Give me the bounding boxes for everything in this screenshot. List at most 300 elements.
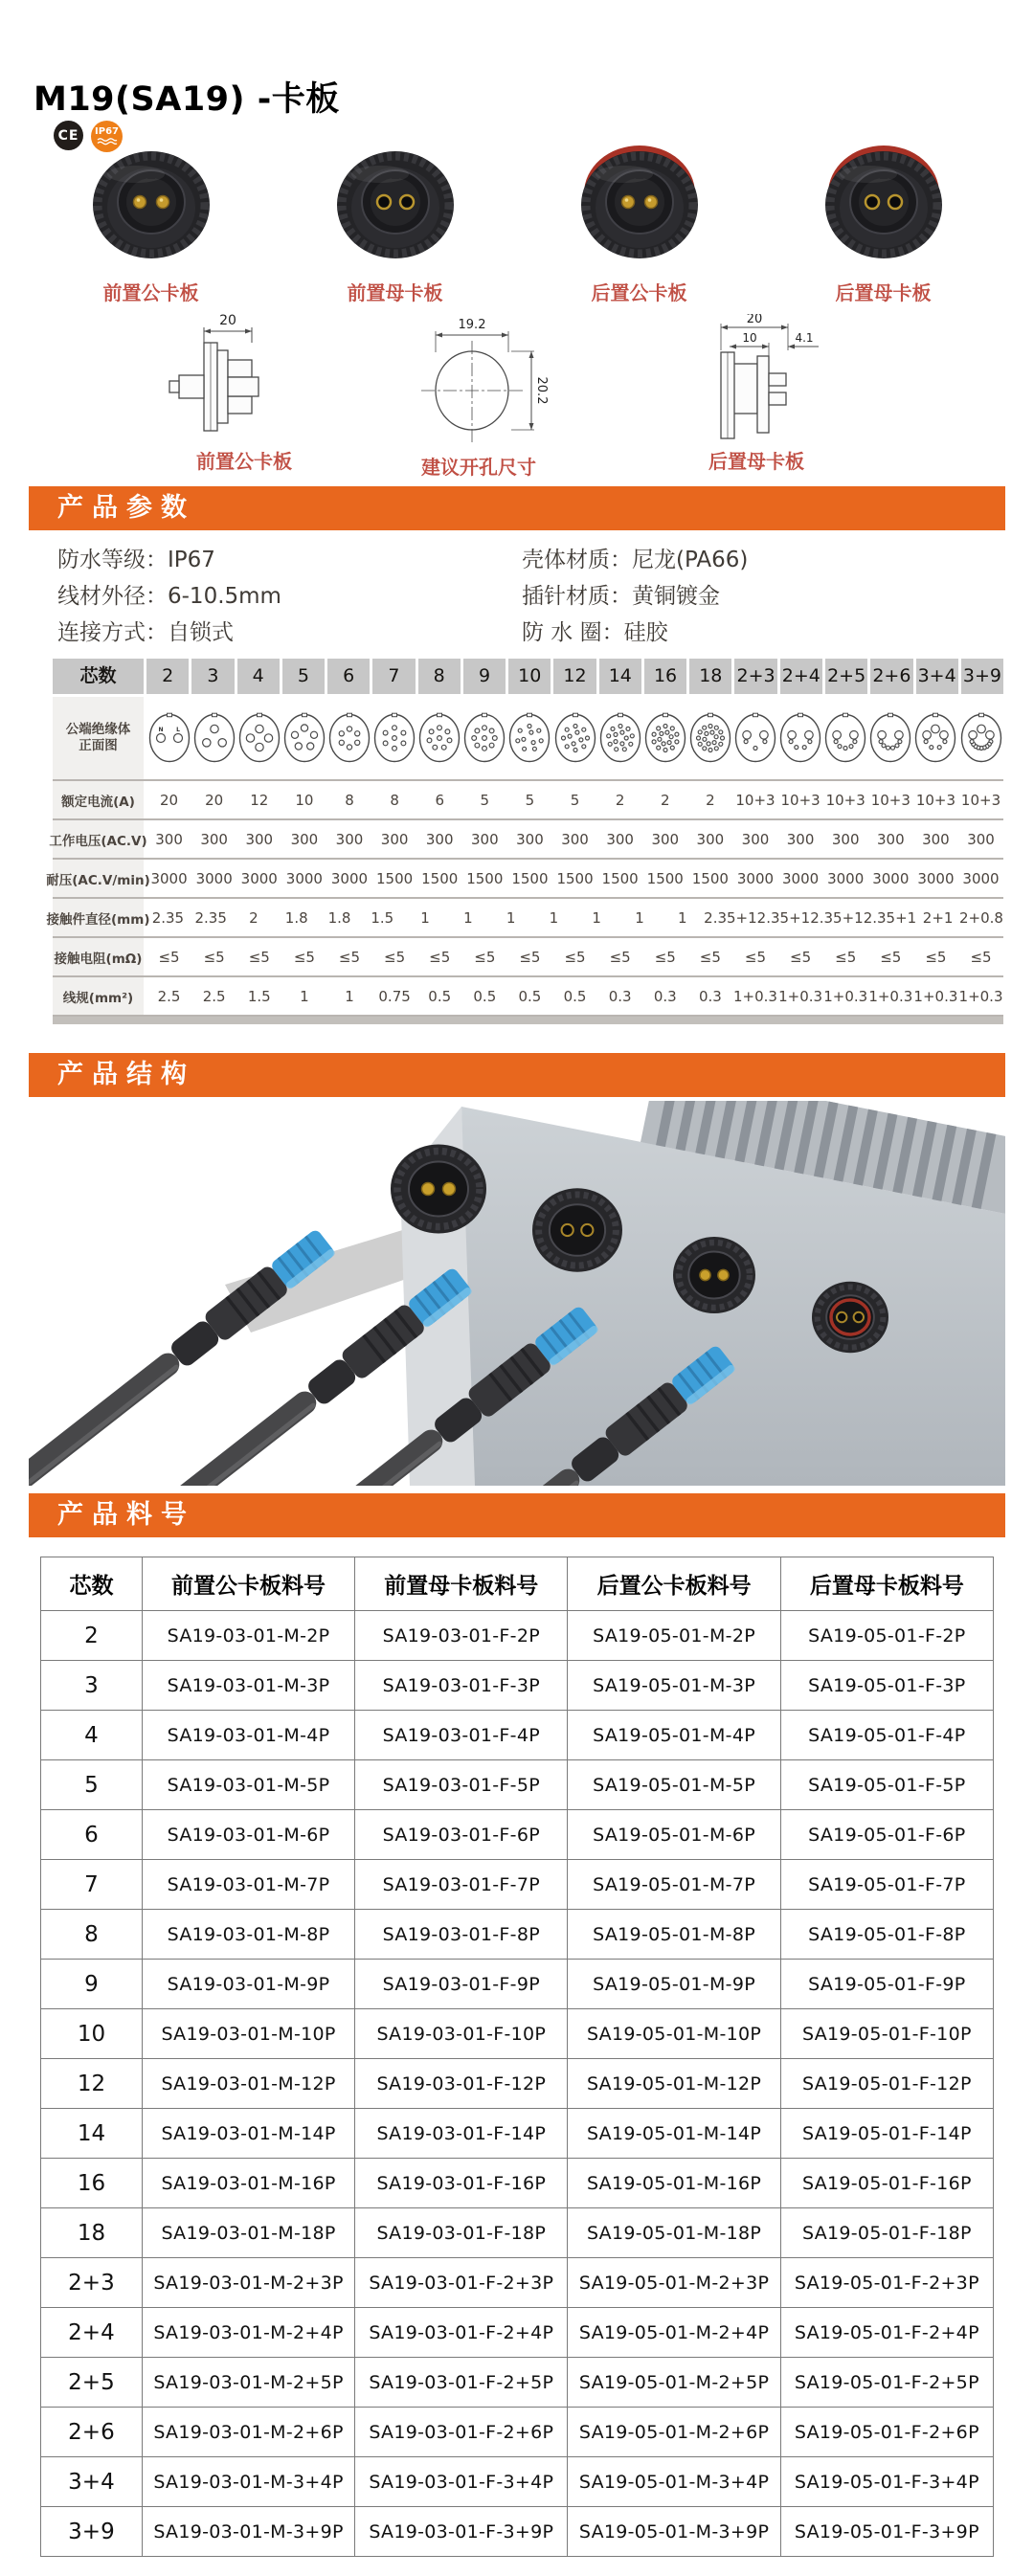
drawing-cell xyxy=(110,314,378,474)
part-number-cell: SA19-05-01-F-9P xyxy=(780,1960,993,2009)
spec-cell: 1 xyxy=(677,908,687,927)
spec-cell: 1.5 xyxy=(371,908,394,927)
part-number-cell: SA19-03-01-M-2+6P xyxy=(142,2408,354,2457)
spec-col-header: 2+5 xyxy=(825,659,870,694)
spec-cell: ≤5 xyxy=(293,948,315,966)
spec-row xyxy=(46,899,1003,938)
part-number-cell: SA19-05-01-F-3P xyxy=(780,1661,993,1711)
part-number-cell: SA19-05-01-M-2+4P xyxy=(568,2308,780,2358)
part-table-header-cell: 前置母卡板料号 xyxy=(355,1557,568,1611)
pin-face-diagram xyxy=(778,711,822,765)
spec-cell: 1 xyxy=(506,908,516,927)
spec-row xyxy=(49,820,1003,860)
part-table-row xyxy=(41,1760,994,1810)
pin-diagram-cell xyxy=(236,711,281,765)
spec-cell: ≤5 xyxy=(790,948,812,966)
spec-cell: 1500 xyxy=(556,869,594,887)
spec-cell: 1 xyxy=(345,987,354,1005)
part-core-cell: 2+6 xyxy=(41,2408,143,2457)
spec-cell: 3000 xyxy=(872,869,910,887)
pin-diagram-cell xyxy=(507,711,552,765)
spec-cell: ≤5 xyxy=(429,948,451,966)
part-number-cell: SA19-03-01-F-8P xyxy=(355,1910,568,1960)
part-table-row xyxy=(41,2258,994,2308)
svg-text:4.1: 4.1 xyxy=(795,331,814,345)
spec-cell: 10+3 xyxy=(735,791,776,809)
spec-cell: 3000 xyxy=(962,869,1000,887)
spec-cell: 3000 xyxy=(150,869,188,887)
part-number-cell: SA19-05-01-F-8P xyxy=(780,1910,993,1960)
part-number-cell: SA19-05-01-M-4P xyxy=(568,1711,780,1760)
spec-cell: 0.5 xyxy=(518,987,542,1005)
spec-cell: 300 xyxy=(155,830,183,848)
spec-cell: 300 xyxy=(200,830,228,848)
pin-diagram-cell xyxy=(552,711,597,765)
spec-cell: 2.35 xyxy=(151,908,185,927)
part-core-cell: 18 xyxy=(41,2208,143,2258)
pin-diagram-cell xyxy=(597,711,642,765)
spec-cell: 1500 xyxy=(421,869,459,887)
part-number-cell: SA19-05-01-F-12P xyxy=(780,2059,993,2109)
connector-photo-icon xyxy=(801,136,966,276)
spec-col-header: 18 xyxy=(689,659,734,694)
svg-text:N: N xyxy=(158,727,164,733)
part-number-cell: SA19-05-01-F-2+6P xyxy=(780,2408,993,2457)
spec-cell: 1.5 xyxy=(247,987,271,1005)
spec-col-header: 8 xyxy=(418,659,463,694)
part-number-cell: SA19-05-01-F-2+3P xyxy=(780,2258,993,2308)
spec-cell: 2.35 xyxy=(194,908,227,927)
spec-col-header: 4 xyxy=(237,659,282,694)
spec-row xyxy=(53,938,1003,977)
spec-cell: 1+0.3 xyxy=(868,987,913,1005)
pin-diagram-cell xyxy=(372,711,417,765)
spec-cell: 2 xyxy=(249,908,258,927)
spec-cell: ≤5 xyxy=(925,948,947,966)
part-number-cell: SA19-03-01-F-4P xyxy=(355,1711,568,1760)
spec-cell: 0.3 xyxy=(653,987,677,1005)
part-table-row xyxy=(41,2009,994,2059)
part-number-cell: SA19-05-01-M-8P xyxy=(568,1910,780,1960)
pin-face-diagram xyxy=(959,711,1003,765)
spec-cell: 10+3 xyxy=(780,791,820,809)
part-table-row xyxy=(41,1860,994,1910)
spec-cell: 2 xyxy=(615,791,625,809)
part-table-row xyxy=(41,2159,994,2208)
param-line: 防水等级：IP67 xyxy=(57,548,215,572)
spec-col-header: 2+6 xyxy=(870,659,915,694)
part-number-cell: SA19-03-01-M-2P xyxy=(142,1611,354,1661)
svg-text:19.2: 19.2 xyxy=(458,318,486,332)
part-number-cell: SA19-03-01-M-2+4P xyxy=(142,2308,354,2358)
spec-cell: 1500 xyxy=(601,869,639,887)
spec-col-header: 9 xyxy=(463,659,508,694)
part-number-cell: SA19-03-01-M-16P xyxy=(142,2159,354,2208)
spec-cell: 1+0.3 xyxy=(958,987,1003,1005)
pin-diagram-cell xyxy=(462,711,507,765)
spec-cell: 10+3 xyxy=(870,791,910,809)
part-table-row xyxy=(41,2457,994,2507)
spec-cell: 1+0.3 xyxy=(732,987,777,1005)
ip67-label: IP67 xyxy=(95,126,119,137)
photo-label: 前置母卡板 xyxy=(347,281,443,304)
pin-diagram-cell xyxy=(687,711,732,765)
part-number-cell: SA19-03-01-F-12P xyxy=(355,2059,568,2109)
product-photos-row xyxy=(29,136,1005,305)
spec-cell: 3000 xyxy=(781,869,820,887)
spec-cell: 300 xyxy=(696,830,725,848)
part-core-cell: 2+5 xyxy=(41,2358,143,2408)
spec-cell: ≤5 xyxy=(699,948,721,966)
part-number-table xyxy=(40,1557,994,2557)
param-line: 壳体材质：尼龙(PA66) xyxy=(522,548,749,572)
part-core-cell: 14 xyxy=(41,2109,143,2159)
ce-icon: CE xyxy=(54,121,83,150)
spec-row-label: 工作电压(AC.V) xyxy=(53,820,146,858)
spec-cell: 5 xyxy=(570,791,580,809)
spec-cell: 3000 xyxy=(240,869,278,887)
spec-cell: 300 xyxy=(922,830,950,848)
part-number-cell: SA19-05-01-M-18P xyxy=(568,2208,780,2258)
parameters-list xyxy=(57,542,1005,651)
spec-cell: ≤5 xyxy=(338,948,361,966)
pin-face-diagram xyxy=(372,711,416,765)
part-number-cell: SA19-05-01-M-14P xyxy=(568,2109,780,2159)
spec-cell: 300 xyxy=(876,830,905,848)
part-number-cell: SA19-03-01-F-2P xyxy=(355,1611,568,1661)
spec-col-header: 6 xyxy=(327,659,372,694)
part-number-cell: SA19-03-01-F-3+9P xyxy=(355,2507,568,2557)
pin-face-diagram xyxy=(553,711,597,765)
product-photo-front-male xyxy=(29,136,273,305)
spec-cell: ≤5 xyxy=(474,948,496,966)
param-line: 防 水 圈：硅胶 xyxy=(522,620,668,645)
spec-cell: 20 xyxy=(205,791,224,809)
spec-cell: ≤5 xyxy=(564,948,586,966)
part-number-cell: SA19-05-01-M-3+4P xyxy=(568,2457,780,2507)
spec-cell: 2+0.8 xyxy=(959,908,1003,927)
part-table-header-row xyxy=(41,1557,994,1611)
part-number-cell: SA19-05-01-M-16P xyxy=(568,2159,780,2208)
spec-cell: 10+3 xyxy=(825,791,865,809)
svg-text:20: 20 xyxy=(746,314,763,326)
part-number-cell: SA19-03-01-F-10P xyxy=(355,2009,568,2059)
pin-face-diagram xyxy=(327,711,371,765)
part-number-cell: SA19-05-01-M-6P xyxy=(568,1810,780,1860)
spec-cell: 1 xyxy=(463,908,473,927)
param-line: 插针材质：黄铜镀金 xyxy=(522,584,720,609)
spec-cell: 0.75 xyxy=(378,987,411,1005)
spec-cell: ≤5 xyxy=(248,948,270,966)
pin-diagram-cell xyxy=(868,711,913,765)
spec-col-header: 5 xyxy=(282,659,327,694)
pin-face-diagram xyxy=(598,711,642,765)
spec-row-label: 接触电阻(mΩ) xyxy=(53,938,146,975)
spec-cell: 1500 xyxy=(646,869,684,887)
spec-cell: 300 xyxy=(471,830,499,848)
spec-cell: 1 xyxy=(549,908,559,927)
part-number-cell: SA19-05-01-F-2+4P xyxy=(780,2308,993,2358)
spec-cell: 300 xyxy=(561,830,589,848)
svg-text:20: 20 xyxy=(219,314,236,328)
part-number-cell: SA19-03-01-M-6P xyxy=(142,1810,354,1860)
spec-cell: 1500 xyxy=(376,869,414,887)
spec-pin-row xyxy=(53,697,1003,781)
drawing-hole-size xyxy=(383,314,574,446)
part-number-cell: SA19-05-01-F-2P xyxy=(780,1611,993,1661)
spec-col-header: 10 xyxy=(508,659,553,694)
part-core-cell: 10 xyxy=(41,2009,143,2059)
spec-cell: 2.35+1 xyxy=(810,908,864,927)
part-number-cell: SA19-03-01-M-3+9P xyxy=(142,2507,354,2557)
part-core-cell: 3+4 xyxy=(41,2457,143,2507)
spec-col-header: 16 xyxy=(644,659,689,694)
drawing-cell xyxy=(383,314,574,480)
pin-face-diagram xyxy=(417,711,461,765)
spec-cell: 0.3 xyxy=(698,987,722,1005)
part-number-cell: SA19-03-01-F-3P xyxy=(355,1661,568,1711)
spec-cell: 10 xyxy=(295,791,314,809)
part-number-cell: SA19-05-01-M-9P xyxy=(568,1960,780,2009)
pin-diagram-cell xyxy=(913,711,958,765)
spec-cell: 6 xyxy=(435,791,444,809)
spec-cell: 3000 xyxy=(917,869,955,887)
part-number-cell: SA19-05-01-F-10P xyxy=(780,2009,993,2059)
spec-cell: 300 xyxy=(606,830,634,848)
spec-cell: 1 xyxy=(300,987,309,1005)
part-number-cell: SA19-05-01-M-3P xyxy=(568,1661,780,1711)
spec-cell: 300 xyxy=(967,830,995,848)
part-number-cell: SA19-05-01-F-6P xyxy=(780,1810,993,1860)
technical-drawings-row xyxy=(0,314,1034,484)
pin-face-diagram xyxy=(868,711,912,765)
spec-cell: 8 xyxy=(345,791,354,809)
param-column-right xyxy=(522,542,748,651)
pin-face-diagram xyxy=(237,711,281,765)
spec-cell: 5 xyxy=(525,791,535,809)
spec-cell: 300 xyxy=(425,830,454,848)
connector-photo-icon xyxy=(69,136,234,276)
drawing-rear-female xyxy=(622,314,890,440)
spec-cell: 300 xyxy=(516,830,544,848)
spec-cell: 300 xyxy=(335,830,364,848)
product-photo-front-female xyxy=(273,136,517,305)
page-title: M19(SA19) -卡板 xyxy=(34,80,340,119)
part-number-cell: SA19-05-01-M-2+3P xyxy=(568,2258,780,2308)
part-core-cell: 16 xyxy=(41,2159,143,2208)
part-number-cell: SA19-03-01-F-2+3P xyxy=(355,2258,568,2308)
part-number-cell: SA19-05-01-M-2+5P xyxy=(568,2358,780,2408)
part-table-row xyxy=(41,2358,994,2408)
spec-cell: 3000 xyxy=(285,869,323,887)
drawing-label: 前置公卡板 xyxy=(196,450,292,473)
spec-col-header: 14 xyxy=(599,659,644,694)
part-core-cell: 8 xyxy=(41,1910,143,1960)
spec-corner-label: 芯数 xyxy=(53,659,146,694)
pin-face-diagram xyxy=(192,711,236,765)
spec-cell: ≤5 xyxy=(880,948,902,966)
spec-cell: 3000 xyxy=(195,869,233,887)
pin-diagram-cell xyxy=(642,711,687,765)
spec-cell: 2.35+1 xyxy=(863,908,917,927)
part-core-cell: 2+3 xyxy=(41,2258,143,2308)
part-core-cell: 3+9 xyxy=(41,2507,143,2557)
part-number-cell: SA19-05-01-M-12P xyxy=(568,2059,780,2109)
photo-label: 后置母卡板 xyxy=(835,281,932,304)
part-table-row xyxy=(41,1611,994,1661)
spec-cell: 2+1 xyxy=(922,908,954,927)
spec-row-label: 线规(mm²) xyxy=(53,977,146,1015)
spec-col-header: 2+3 xyxy=(734,659,779,694)
spec-col-header: 2 xyxy=(146,659,191,694)
part-number-cell: SA19-05-01-M-7P xyxy=(568,1860,780,1910)
spec-cell: 300 xyxy=(290,830,319,848)
pin-face-diagram xyxy=(147,711,191,765)
pin-face-diagram xyxy=(823,711,867,765)
part-number-cell: SA19-03-01-M-12P xyxy=(142,2059,354,2109)
spec-cell: ≤5 xyxy=(158,948,180,966)
spec-col-header: 2+4 xyxy=(780,659,825,694)
part-table-row xyxy=(41,2308,994,2358)
part-number-cell: SA19-03-01-M-9P xyxy=(142,1960,354,2009)
spec-cell: 300 xyxy=(651,830,680,848)
pin-diagram-cell xyxy=(778,711,823,765)
spec-col-header: 3 xyxy=(191,659,236,694)
spec-col-header: 3+4 xyxy=(916,659,961,694)
spec-cell: 0.3 xyxy=(608,987,632,1005)
pin-row-label: 公端绝缘体 正面图 xyxy=(53,697,146,779)
spec-cell: 300 xyxy=(831,830,860,848)
pin-diagram-cell xyxy=(191,711,236,765)
part-number-cell: SA19-03-01-F-6P xyxy=(355,1810,568,1860)
spec-cell: 300 xyxy=(380,830,409,848)
spec-cell: 1+0.3 xyxy=(823,987,868,1005)
part-number-cell: SA19-03-01-F-18P xyxy=(355,2208,568,2258)
pin-diagram-cell xyxy=(326,711,371,765)
product-structure-image xyxy=(29,1101,1005,1486)
part-number-cell: SA19-05-01-F-3+4P xyxy=(780,2457,993,2507)
part-table-row xyxy=(41,1960,994,2009)
product-photo-rear-female xyxy=(761,136,1005,305)
spec-cell: 3000 xyxy=(736,869,775,887)
part-core-cell: 3 xyxy=(41,1661,143,1711)
spec-cell: 0.5 xyxy=(428,987,452,1005)
part-number-cell: SA19-03-01-M-3P xyxy=(142,1661,354,1711)
part-number-cell: SA19-05-01-F-14P xyxy=(780,2109,993,2159)
part-table-row xyxy=(41,2408,994,2457)
connector-photo-icon xyxy=(313,136,478,276)
part-number-cell: SA19-03-01-M-8P xyxy=(142,1910,354,1960)
part-number-cell: SA19-03-01-M-7P xyxy=(142,1860,354,1910)
spec-cell: 10+3 xyxy=(960,791,1001,809)
part-number-cell: SA19-05-01-M-2+6P xyxy=(568,2408,780,2457)
spec-col-header: 12 xyxy=(553,659,598,694)
pin-diagram-cell xyxy=(732,711,777,765)
spec-cell: 2.35+1 xyxy=(756,908,811,927)
part-table-header-cell: 后置母卡板料号 xyxy=(780,1557,993,1611)
photo-label: 前置公卡板 xyxy=(102,281,199,304)
spec-cell: ≤5 xyxy=(654,948,676,966)
spec-cell: ≤5 xyxy=(203,948,225,966)
part-number-cell: SA19-03-01-F-2+6P xyxy=(355,2408,568,2457)
spec-cell: ≤5 xyxy=(519,948,541,966)
part-number-cell: SA19-03-01-F-5P xyxy=(355,1760,568,1810)
spec-col-header: 3+9 xyxy=(961,659,1003,694)
part-number-cell: SA19-03-01-F-2+5P xyxy=(355,2358,568,2408)
spec-cell: 1 xyxy=(635,908,644,927)
part-core-cell: 5 xyxy=(41,1760,143,1810)
part-table-row xyxy=(41,1661,994,1711)
part-core-cell: 9 xyxy=(41,1960,143,2009)
spec-table xyxy=(46,659,1003,1024)
spec-row-label: 耐压(AC.V/min) xyxy=(53,860,146,897)
part-table-row xyxy=(41,1910,994,1960)
pin-face-diagram xyxy=(913,711,957,765)
part-number-cell: SA19-03-01-F-7P xyxy=(355,1860,568,1910)
spec-row xyxy=(46,860,1003,899)
spec-cell: ≤5 xyxy=(609,948,631,966)
part-core-cell: 2+4 xyxy=(41,2308,143,2358)
part-number-cell: SA19-05-01-F-16P xyxy=(780,2159,993,2208)
pin-face-diagram xyxy=(643,711,687,765)
spec-row xyxy=(53,781,1003,820)
spec-cell: ≤5 xyxy=(384,948,406,966)
spec-cell: 12 xyxy=(250,791,269,809)
svg-text:L: L xyxy=(175,727,180,733)
spec-cell: 1+0.3 xyxy=(913,987,958,1005)
part-number-cell: SA19-05-01-F-5P xyxy=(780,1760,993,1810)
drawing-cell xyxy=(618,314,895,474)
part-table-header-cell: 前置公卡板料号 xyxy=(142,1557,354,1611)
spec-cell: 5 xyxy=(480,791,490,809)
section-header-structure: 产品结构 xyxy=(29,1053,1005,1097)
spec-cell: 1 xyxy=(420,908,430,927)
spec-cell: 2.5 xyxy=(157,987,181,1005)
part-table-row xyxy=(41,2109,994,2159)
spec-cell: 1500 xyxy=(511,869,549,887)
part-number-cell: SA19-05-01-M-5P xyxy=(568,1760,780,1810)
spec-cell: 2.5 xyxy=(202,987,226,1005)
part-number-cell: SA19-05-01-M-2P xyxy=(568,1611,780,1661)
part-number-cell: SA19-03-01-M-10P xyxy=(142,2009,354,2059)
connector-photo-icon xyxy=(557,136,722,276)
structure-scene xyxy=(29,1101,1005,1486)
spec-header-row xyxy=(53,659,1003,694)
photo-label: 后置公卡板 xyxy=(591,281,687,304)
product-photo-rear-male xyxy=(517,136,761,305)
spec-cell: 2.35+1 xyxy=(704,908,757,927)
drawing-label: 建议开孔尺寸 xyxy=(421,456,536,479)
spec-row xyxy=(53,977,1003,1017)
part-table-row xyxy=(41,2208,994,2258)
spec-cell: 20 xyxy=(160,791,179,809)
spec-col-header: 7 xyxy=(372,659,417,694)
pin-diagram-cell xyxy=(823,711,868,765)
part-table-row xyxy=(41,1810,994,1860)
pin-diagram-cell xyxy=(417,711,462,765)
pin-face-diagram xyxy=(282,711,326,765)
spec-cell: 1500 xyxy=(466,869,504,887)
drawing-label: 后置母卡板 xyxy=(708,450,804,473)
spec-cell: 3000 xyxy=(330,869,369,887)
drawing-front-male xyxy=(120,314,369,440)
spec-cell: 1+0.3 xyxy=(778,987,823,1005)
spec-cell: 2 xyxy=(660,791,670,809)
part-number-cell: SA19-05-01-F-7P xyxy=(780,1860,993,1910)
part-number-cell: SA19-03-01-M-18P xyxy=(142,2208,354,2258)
part-number-cell: SA19-03-01-M-4P xyxy=(142,1711,354,1760)
spec-cell: 300 xyxy=(786,830,815,848)
